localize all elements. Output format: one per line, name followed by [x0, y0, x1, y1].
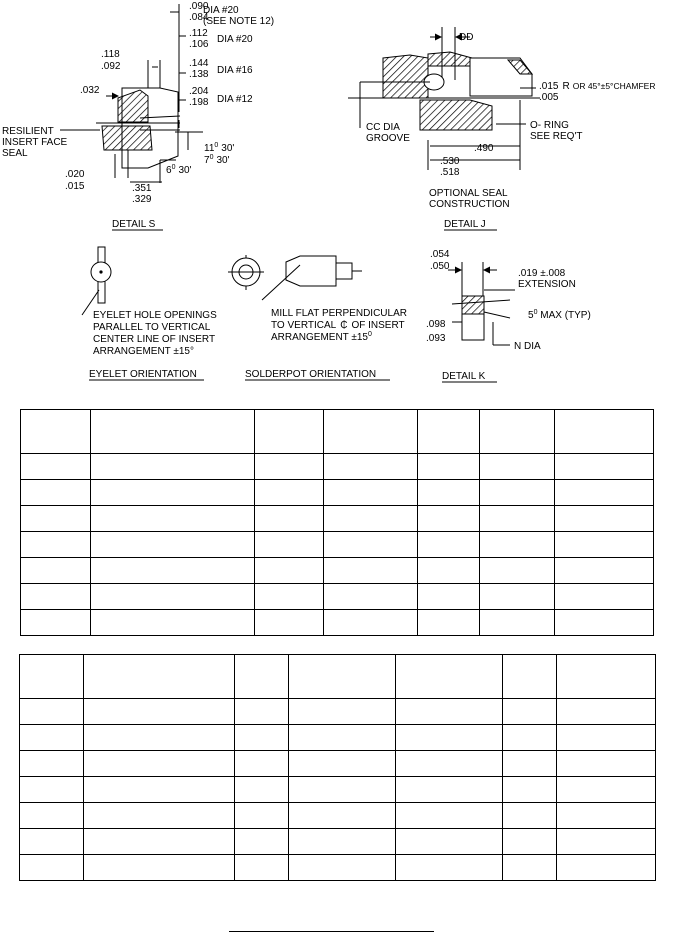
s-dia-16: DIA #16: [217, 65, 253, 76]
s-dim-144: .144: [189, 58, 209, 69]
k-extension: EXTENSION: [518, 279, 576, 290]
eyelet-note-3: CENTER LINE OF INSERT: [93, 334, 216, 345]
table-row: [21, 584, 654, 610]
detail-j: [348, 27, 656, 230]
j-oring-2: SEE REQ'T: [530, 131, 583, 142]
eyelet-note-4: ARRANGEMENT ±15°: [93, 346, 194, 357]
s-seal-1: RESILIENT: [2, 126, 54, 137]
table-row: [20, 699, 656, 725]
k-dim-019: .019 ±.008: [518, 268, 566, 279]
s-seal-2: INSERT FACE: [2, 137, 68, 148]
j-chamfer-r: R: [562, 81, 570, 92]
s-dim-138: .138: [189, 69, 209, 80]
j-optional-2: CONSTRUCTION: [429, 199, 510, 210]
eyelet-note-2: PARALLEL TO VERTICAL: [93, 322, 211, 333]
detail-j-title: DETAIL J: [444, 219, 486, 230]
table-row: [20, 829, 656, 855]
blank-table-1: [20, 409, 654, 636]
s-dim-106: .106: [189, 39, 209, 50]
s-dim-351: .351: [132, 183, 152, 194]
table-row: [20, 751, 656, 777]
eyelet-note-1: EYELET HOLE OPENINGS: [93, 310, 217, 321]
eyelet-orientation: [82, 247, 217, 380]
detail-k: [426, 249, 591, 382]
j-dim-005: .005: [539, 92, 559, 103]
detail-s-title: DETAIL S: [112, 219, 156, 230]
k-max-angle: $5^0$ MAX (TYP): [528, 309, 591, 321]
j-dim-518: .518: [440, 167, 460, 178]
s-dim-084: .084: [189, 12, 209, 23]
j-cc-1: CC DIA: [366, 122, 400, 133]
solderpot-orientation: [228, 255, 407, 380]
s-angle-7: $7^0$ 30': [204, 154, 230, 166]
k-dim-054: .054: [430, 249, 450, 260]
eyelet-title: EYELET ORIENTATION: [89, 369, 197, 380]
detail-s: [2, 1, 274, 230]
j-optional-1: OPTIONAL SEAL: [429, 188, 508, 199]
j-chamfer-rest: OR 45°±5°CHAMFER: [572, 81, 656, 91]
solderpot-note-1: MILL FLAT PERPENDICULAR: [271, 308, 407, 319]
table-row: [21, 480, 654, 506]
s-dim-092: .092: [101, 61, 121, 72]
j-oring-1: O- RING: [530, 120, 569, 131]
k-dim-050: .050: [430, 261, 450, 272]
footer-rule: [229, 931, 434, 932]
s-dia-12: DIA #12: [217, 94, 253, 105]
table-row: [20, 777, 656, 803]
s-dim-090: .090: [189, 1, 209, 12]
s-dim-112: .112: [189, 28, 208, 39]
s-note12: (SEE NOTE 12): [203, 16, 275, 27]
s-dim-118: .118: [101, 49, 120, 60]
s-dim-204: .204: [189, 86, 209, 97]
j-dim-015: .015: [539, 81, 559, 92]
k-ndia: N DIA: [514, 341, 541, 352]
s-seal-3: SEAL: [2, 148, 28, 159]
s-dim-020: .020: [65, 169, 85, 180]
table-row: [21, 610, 654, 636]
table-row: [20, 855, 656, 881]
table-header-row: [20, 655, 656, 699]
j-dd: DD: [459, 32, 474, 43]
solderpot-title: SOLDERPOT ORIENTATION: [245, 369, 377, 380]
s-angle-11: $11^0$ 30': [204, 142, 235, 154]
s-dia-20a: DIA #20: [203, 5, 239, 16]
s-dim-032: .032: [80, 85, 100, 96]
k-dim-093: .093: [426, 333, 446, 344]
s-dia-20b: DIA #20: [217, 34, 253, 45]
table-row: [21, 454, 654, 480]
j-dim-530: .530: [440, 156, 460, 167]
j-cc-2: GROOVE: [366, 133, 410, 144]
detail-k-title: DETAIL K: [442, 371, 486, 382]
solderpot-note-2: TO VERTICAL ₵ OF INSERT: [271, 320, 405, 331]
table-row: [21, 506, 654, 532]
solderpot-note-3: ARRANGEMENT $\pm 15^0$: [271, 331, 372, 343]
table-row: [21, 558, 654, 584]
table-header-row: [21, 410, 654, 454]
table-row: [20, 725, 656, 751]
table-row: [21, 532, 654, 558]
table-row: [20, 803, 656, 829]
s-angle-6: $6^0$ 30': [166, 164, 192, 176]
k-dim-098: .098: [426, 319, 446, 330]
blank-table-2: [19, 654, 656, 881]
s-dim-198: .198: [189, 97, 209, 108]
engineering-drawing: [0, 0, 674, 400]
svg-text:.015ROR 45°±5°CHAMFER: [539, 81, 656, 92]
s-dim-329: .329: [132, 194, 152, 205]
s-dim-015: .015: [65, 181, 85, 192]
j-dim-490: .490: [474, 143, 494, 154]
